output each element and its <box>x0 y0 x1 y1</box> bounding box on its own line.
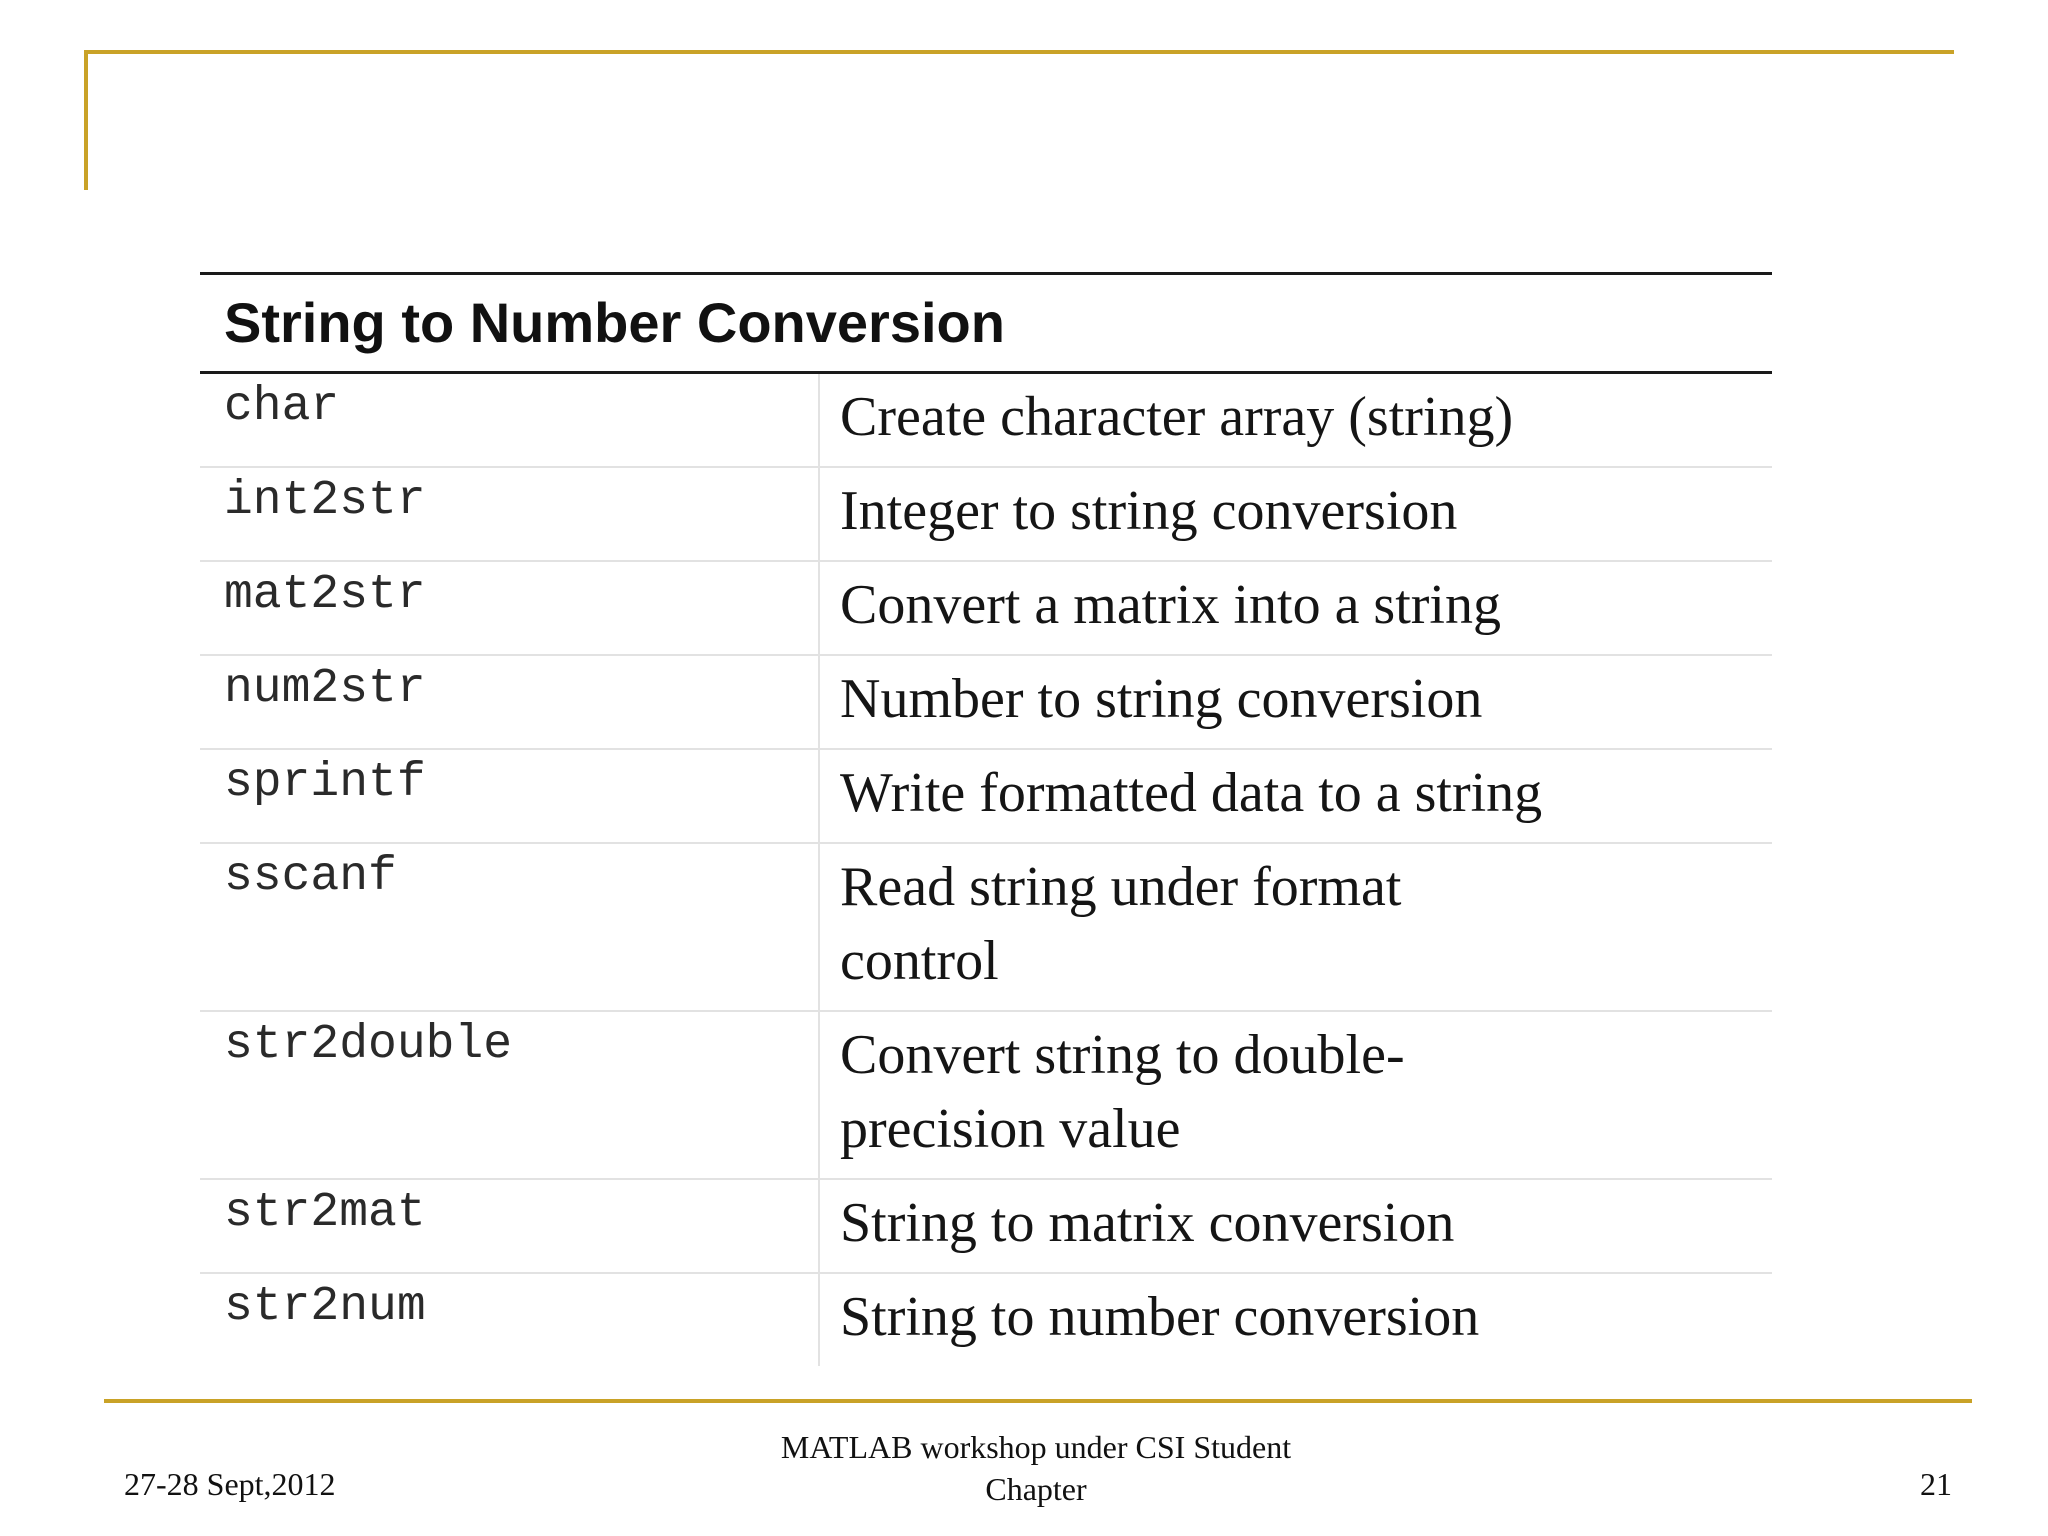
function-description: Read string under format control <box>840 856 1402 992</box>
footer-divider <box>104 1399 1972 1403</box>
table-row <box>200 1012 1772 1180</box>
table-row <box>200 656 1772 750</box>
function-description: String to matrix conversion <box>840 1192 1455 1254</box>
function-name: str2mat <box>200 1180 820 1272</box>
function-description: Create character array (string) <box>840 386 1514 448</box>
function-description: Integer to string conversion <box>840 480 1458 542</box>
table-row <box>200 750 1772 844</box>
function-description: Write formatted data to a string <box>840 762 1543 824</box>
footer-event: MATLAB workshop under CSI Student Chapter <box>780 1429 1292 1507</box>
table-body <box>200 374 1772 1366</box>
table-row <box>200 562 1772 656</box>
function-description: Number to string conversion <box>840 668 1483 730</box>
function-description: Convert string to double-precision value <box>840 1024 1405 1160</box>
conversion-table <box>200 272 1772 1366</box>
footer-date: 27-28 Sept,2012 <box>124 1466 336 1502</box>
function-name: str2num <box>200 1274 820 1366</box>
function-name: str2double <box>200 1012 820 1178</box>
table-row <box>200 468 1772 562</box>
table-row <box>200 374 1772 468</box>
table-row <box>200 1180 1772 1274</box>
slide-frame-left <box>84 50 88 190</box>
function-name: mat2str <box>200 562 820 654</box>
table-row <box>200 1274 1772 1366</box>
table-title: String to Number Conversion <box>200 275 1772 374</box>
function-name: sprintf <box>200 750 820 842</box>
table-row <box>200 844 1772 1012</box>
function-name: num2str <box>200 656 820 748</box>
function-name: char <box>200 374 820 466</box>
function-description: String to number conversion <box>840 1286 1480 1348</box>
slide-frame-top <box>84 50 1954 54</box>
slide-number: 21 <box>1920 1466 1952 1502</box>
function-name: sscanf <box>200 844 820 1010</box>
function-name: int2str <box>200 468 820 560</box>
function-description: Convert a matrix into a string <box>840 574 1501 636</box>
